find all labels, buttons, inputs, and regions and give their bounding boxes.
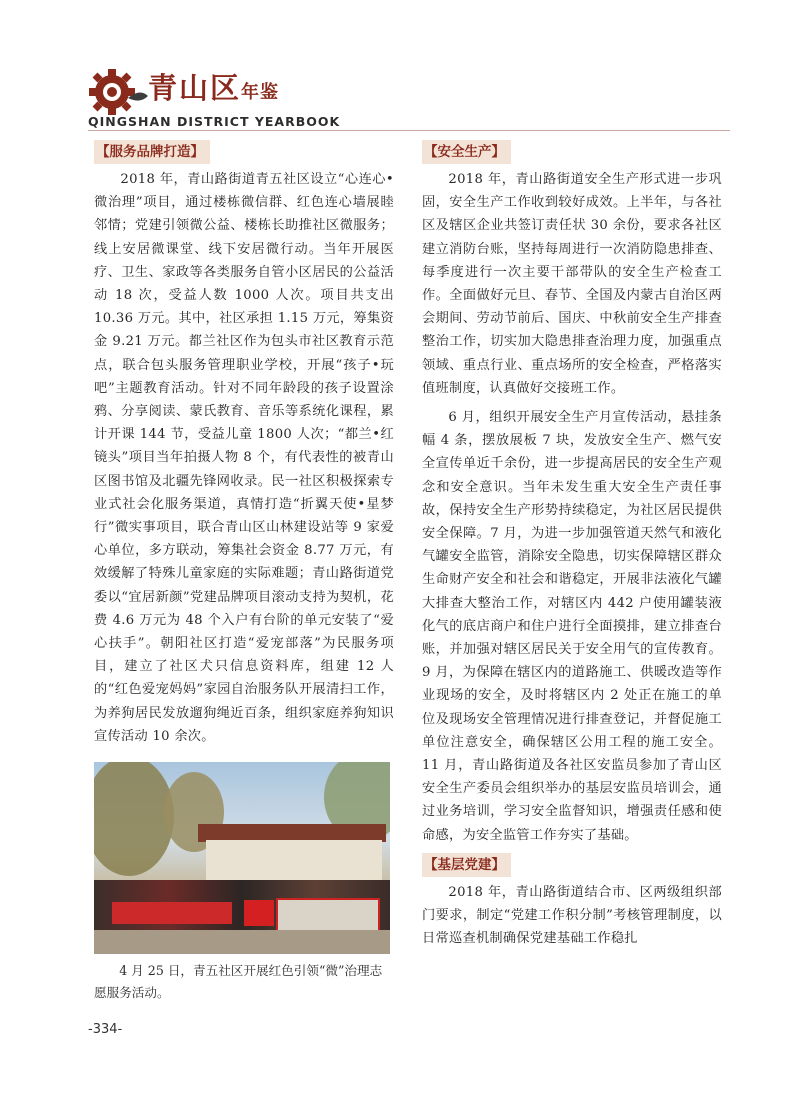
service-brand-paragraph: 2018 年，青山路街道青五社区设立“心连心•微治理”项目，通过楼栋微信群、红色连心墙展睦邻情；党建引领微公益、楼栋长助推社区微服务；线上安居微课堂、线下安居微行动。当年开展医疗、卫生、家政等各类服务自管小区居民的公益活动 18 次，受益人数 1000 人次。项目共支出 10.36 万元。其中，社区承担 1.15 万元，筹集资金 9.21 万元。都兰社区作为包头市社区教育示范点，联合包头服务管理职业学校，开展“孩子•玩吧”主题教育活动。针对不同年龄段的孩子设置涂鸦、分享阅读、蒙氏教育、音乐等系统化课程，累计开课 144 节，受益儿童 1800 人次；“都兰•红镜头”项目当年拍摄人物 8 个，有代表性的被青山区图书馆及北疆先锋网收录。民一社区积极探索专业式社会化服务渠道，真情打造“折翼天使•星梦行”微实事项目，联合青山区山林建设站等 9 家爱心单位，多方联动，筹集社会资金 8.77 万元，有效缓解了特殊儿童家庭的实际难题；青山路街道党委以“宜居新颜”党建品牌项目滚动支持为契机，花费 4.6 万元为 48 个入户有台阶的单元安装了“爱心扶手”。朝阳社区打造“爱宠部落”为民服务项目，建立了社区犬只信息资料库，组建 12 人的“红色爱宠妈妈”家园自治服务队开展清扫工作，为养狗居民发放遛狗绳近百条，组织家庭养狗知识宣传活动 10 余次。 <box>94 172 394 744</box>
section-heading-safety: 【安全生产】 <box>422 140 511 164</box>
page-header <box>88 62 728 132</box>
yearbook-subtitle: QINGSHAN DISTRICT YEARBOOK <box>88 114 341 129</box>
section-heading-party-building: 【基层党建】 <box>422 853 511 877</box>
safety-paragraph-2: 6 月，组织开展安全生产月宣传活动，悬挂条幅 4 条，摆放展板 7 块，发放安全生产、燃气安全宣传单近千余份，进一步提高居民的安全生产观念和安全意识。当年未发生重大安全生产责任事故，保持安全生产形势持续稳定，为社区居民提供安全保障。7 月，为进一步加强管道天然气和液化气罐安全监管，消除安全隐患，切实保障辖区群众生命财产安全和社会和谐稳定，开展非法液化气罐大排查大整治工作，对辖区内 442 户使用罐装液化气的底店商户和住户进行全面摸排，建立排查台账，并加强对辖区居民关于安全用气的宣传教育。9 月，为保障在辖区内的道路施工、供暖改造等作业现场的安全，及时将辖区内 2 处正在施工的单位及现场安全管理情况进行排查登记，并督促施工单位注意安全，确保辖区公用工程的施工安全。11 月，青山路街道及各社区安监员参加了青山区安全生产委员会组织举办的基层安监员培训会，通过业务培训，学习安全监督知识，增强责任感和使命感，为安全监管工作夯实了基础。 <box>422 410 722 843</box>
photo-caption: 4 月 25 日，青五社区开展红色引领“微”治理志愿服务活动。 <box>94 963 383 1001</box>
right-column <box>422 140 722 957</box>
volunteer-activity-photo <box>94 762 390 954</box>
left-column <box>94 140 394 1004</box>
party-building-paragraph: 2018 年，青山路街道结合市、区两级组织部门要求，制定“党建工作积分制”考核管理制度，以日常巡查机制确保党建基础工作稳扎 <box>422 884 722 947</box>
header-divider <box>88 130 730 131</box>
page-number: -334- <box>88 1022 123 1037</box>
title-main: 青山区 <box>148 71 242 105</box>
section-heading-service-brand: 【服务品牌打造】 <box>94 140 210 164</box>
gear-logo-icon <box>88 68 150 116</box>
title-small: 年鉴 <box>241 82 280 103</box>
yearbook-title <box>148 70 279 111</box>
safety-paragraph-1: 2018 年，青山路街道安全生产形式进一步巩固，安全生产工作收到较好成效。上半年，与各社区及辖区企业共签订责任状 30 余份，要求各社区建立消防台账，坚持每周进行一次消防隐患排查、每季度进行一次主要干部带队的安全生产检查工作。全面做好元旦、春节、全国及内蒙古自治区两会期间、劳动节前后、国庆、中秋前安全生产排查整治工作，切实加大隐患排查治理力度，加强重点领域、重点行业、重点场所的安全检查，严格落实值班制度，认真做好交接班工作。 <box>422 172 722 396</box>
